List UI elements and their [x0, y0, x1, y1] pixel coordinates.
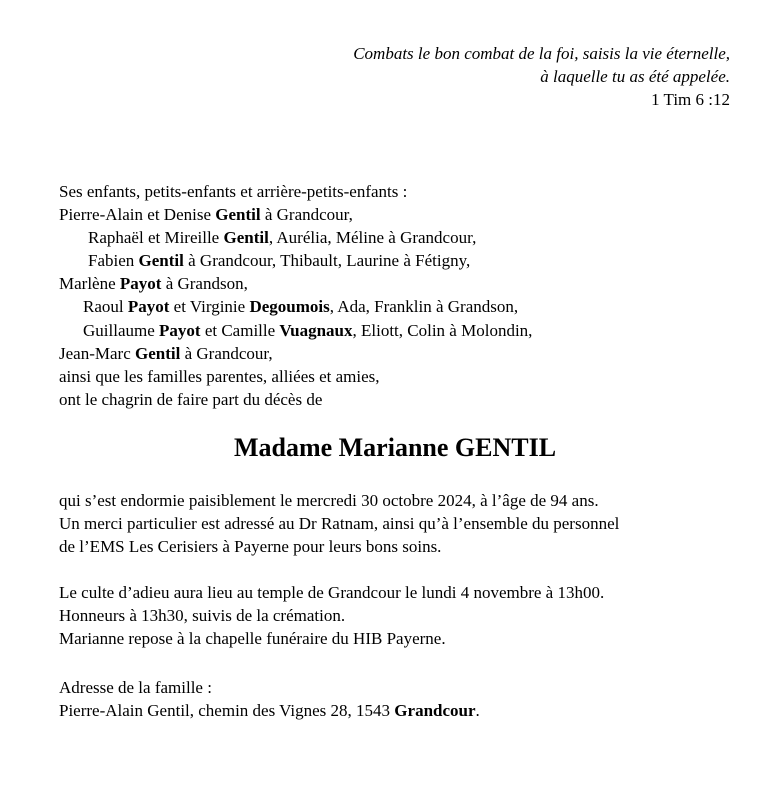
family-row-text: Raoul — [83, 297, 128, 317]
family-row — [59, 295, 532, 318]
ceremony-paragraph — [59, 581, 604, 650]
family-row-text: , Eliott, Colin à Molondin, — [352, 320, 533, 340]
family-row — [59, 226, 532, 249]
family-row-text: Jean-Marc — [59, 343, 135, 363]
family-surname: Payot — [159, 320, 201, 340]
address-end: . — [475, 701, 480, 721]
ceremony-line: Honneurs à 13h30, suivis de la crémation. — [59, 606, 346, 626]
family-row-text: Marlène — [59, 274, 120, 294]
epigraph-line-1: Combats le bon combat de la foi, saisis la vie éternelle, — [353, 44, 730, 63]
family-surname: Degoumois — [249, 297, 330, 317]
passing-line: de l’EMS Les Cerisiers à Payerne pour leurs bons soins. — [59, 537, 442, 557]
family-surname: Gentil — [135, 343, 181, 363]
address-line — [59, 699, 480, 722]
family-list — [59, 180, 532, 411]
family-row-text: à Grandcour, — [260, 205, 353, 225]
family-row-text: , Aurélia, Méline à Grandcour, — [268, 228, 477, 248]
family-surname: Gentil — [223, 228, 269, 248]
family-surname: Gentil — [215, 205, 261, 225]
relatives-line: ainsi que les familles parentes, alliées et amies, — [59, 366, 380, 386]
family-row-text: , Ada, Franklin à Grandson, — [329, 297, 519, 317]
family-row — [59, 203, 532, 226]
family-row — [59, 272, 532, 295]
family-row — [59, 342, 532, 365]
epigraph — [353, 42, 730, 111]
family-address — [59, 676, 480, 722]
passing-paragraph — [59, 489, 619, 558]
family-row-text: Fabien — [88, 251, 139, 271]
family-surname: Payot — [119, 274, 162, 294]
ceremony-line: Le culte d’adieu aura lieu au temple de Grandcour le lundi 4 novembre à 13h00. — [59, 583, 605, 602]
passing-line: Un merci particulier est adressé au Dr Ratnam, ainsi qu’à l’ensemble du personnel — [59, 514, 620, 534]
passing-line: qui s’est endormie paisiblement le mercredi 30 octobre 2024, à l’âge de 94 ans. — [59, 491, 599, 510]
family-row-text: à Grandson, — [161, 274, 248, 294]
family-row-text: Raphaël et Mireille — [88, 228, 224, 248]
announcement-line: ont le chagrin de faire part du décès de — [59, 389, 323, 409]
ceremony-line: Marianne repose à la chapelle funéraire du HIB Payerne. — [59, 629, 446, 649]
family-surname: Payot — [127, 297, 170, 317]
epigraph-reference: 1 Tim 6 :12 — [651, 90, 730, 109]
family-surname: Gentil — [138, 251, 184, 271]
address-text: Pierre-Alain Gentil, chemin des Vignes 28, 1543 — [59, 701, 395, 721]
family-row-text: Pierre-Alain et Denise — [59, 205, 216, 225]
address-label: Adresse de la famille : — [59, 678, 212, 697]
family-surname: Vuagnaux — [279, 320, 353, 340]
family-row-text: à Grandcour, Thibault, Laurine à Fétigny, — [183, 251, 471, 271]
epigraph-line-2: à laquelle tu as été appelée. — [540, 67, 730, 86]
family-row — [59, 319, 532, 342]
family-row-text: Guillaume — [83, 320, 160, 340]
address-town: Grandcour — [394, 701, 476, 721]
family-row-text: et Virginie — [169, 297, 250, 317]
deceased-name: Madame Marianne GENTIL — [233, 433, 557, 462]
family-row — [59, 249, 532, 272]
family-intro: Ses enfants, petits-enfants et arrière-petits-enfants : — [59, 182, 408, 201]
family-row-text: et Camille — [200, 320, 280, 340]
family-row-text: à Grandcour, — [180, 343, 273, 363]
